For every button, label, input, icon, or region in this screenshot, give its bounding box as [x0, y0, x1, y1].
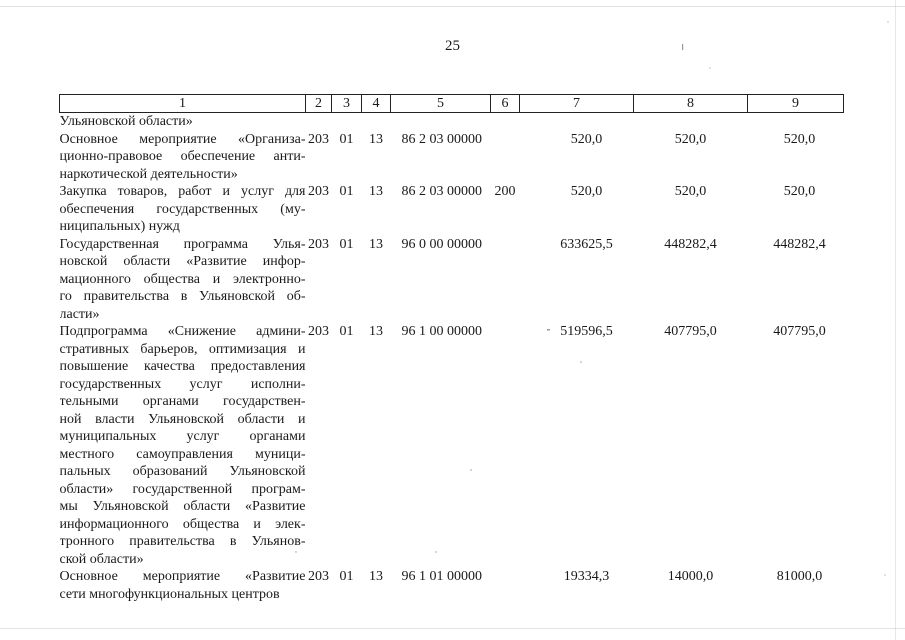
- expense-type-cell: [491, 113, 520, 131]
- row-name-line: мы Ульяновской области «Развитие: [59, 499, 306, 514]
- expense-type-cell: [491, 323, 520, 568]
- amount-col7-cell: [520, 113, 634, 131]
- chapter-code-cell: 203: [308, 236, 329, 252]
- column-header-3: 3: [332, 95, 362, 113]
- row-name-cell: [60, 236, 306, 324]
- chapter-code-cell: [306, 113, 332, 131]
- row-name-line: Подпрограмма «Снижение админи-: [59, 324, 306, 339]
- amount-col8-cell: 448282,4: [664, 236, 717, 252]
- row-name-cell: [60, 568, 306, 603]
- column-header-7: 7: [520, 95, 634, 113]
- row-name-line: новской области «Развитие инфор-: [59, 254, 306, 269]
- expense-type-cell: [491, 568, 520, 603]
- row-name-line: ниципальных) нужд: [59, 219, 180, 234]
- amount-col8-cell: 407795,0: [664, 324, 717, 339]
- expense-type-cell: [491, 131, 520, 184]
- row-name-line: наркотической деятельности»: [59, 166, 238, 182]
- row-name-line: области» государственной програм-: [59, 481, 306, 497]
- row-name-cell: [60, 131, 306, 184]
- amount-col8-cell: 520,0: [674, 131, 707, 147]
- row-name-line: ской области»: [59, 551, 144, 567]
- table-row: [60, 183, 844, 236]
- expense-type-cell: 200: [494, 184, 516, 199]
- amount-col7-cell: 520,0: [570, 184, 603, 199]
- row-name-line: государственных услуг исполни-: [59, 376, 306, 392]
- row-name-line: го правительства в Ульяновской об-: [59, 289, 306, 304]
- row-name-line: обеспечения государственных (му-: [59, 201, 306, 217]
- amount-col8-cell: 520,0: [674, 184, 707, 199]
- target-article-cell: 96 1 01 00000: [401, 569, 482, 584]
- amount-col9-cell: [748, 113, 844, 131]
- section-code-cell: 01: [339, 184, 354, 199]
- table-body: [60, 113, 844, 604]
- section-code-cell: 01: [339, 324, 354, 339]
- column-header-6: 6: [491, 95, 520, 113]
- chapter-code-cell: 203: [308, 324, 329, 339]
- amount-col8-cell: [634, 113, 748, 131]
- amount-col7-cell: 19334,3: [563, 569, 610, 584]
- row-name-line: мационного общества и электронно-: [59, 271, 306, 287]
- amount-col8-cell: 14000,0: [667, 569, 714, 584]
- table-row: [60, 568, 844, 603]
- table-row: [60, 131, 844, 184]
- row-name-line: местного самоуправления муници-: [59, 446, 306, 462]
- target-article-cell: 96 0 00 00000: [401, 236, 482, 252]
- row-name-line: муниципальных услуг органами: [59, 429, 306, 444]
- row-name-line: Основное мероприятие «Организа-: [59, 131, 306, 147]
- column-header-1: 1: [60, 95, 306, 113]
- amount-col7-cell: 520,0: [570, 131, 603, 147]
- row-name-line: тельными органами государствен-: [59, 394, 306, 409]
- row-name-line: Закупка товаров, работ и услуг для: [59, 184, 306, 199]
- target-article-cell: 96 1 00 00000: [401, 324, 482, 339]
- chapter-code-cell: 203: [308, 184, 329, 199]
- amount-col9-cell: 520,0: [783, 131, 816, 147]
- row-name-line: стративных барьеров, оптимизация и: [59, 341, 306, 357]
- page-number: 25: [445, 38, 460, 54]
- row-name-line: Ульяновской области»: [59, 114, 193, 129]
- subsection-code-cell: 13: [369, 324, 383, 339]
- section-code-cell: 01: [339, 236, 354, 252]
- row-name-cell: [60, 183, 306, 236]
- subsection-code-cell: 13: [369, 236, 383, 252]
- row-name-line: ционно-правовое обеспечение анти-: [59, 149, 306, 164]
- subsection-code-cell: 13: [369, 131, 383, 147]
- amount-col9-cell: 407795,0: [773, 324, 826, 339]
- budget-table: [59, 94, 844, 603]
- row-name-line: информационного общества и элек-: [59, 516, 306, 532]
- chapter-code-cell: 203: [308, 131, 329, 147]
- row-name-line: Государственная программа Улья-: [59, 236, 306, 252]
- expense-type-cell: [491, 236, 520, 324]
- row-name-line: пальных образований Ульяновской: [59, 464, 306, 479]
- target-article-cell: 86 2 03 00000: [401, 131, 482, 147]
- subsection-code-cell: 13: [369, 569, 383, 584]
- amount-col9-cell: 520,0: [783, 184, 816, 199]
- row-name-line: сети многофункциональных центров: [59, 586, 280, 602]
- amount-col9-cell: 448282,4: [773, 236, 826, 252]
- row-name-line: Основное мероприятие «Развитие: [59, 569, 306, 584]
- amount-col7-cell: 519596,5: [560, 324, 613, 339]
- row-name-line: ной власти Ульяновской области и: [59, 411, 306, 427]
- table-header-row: [60, 95, 844, 113]
- row-name-line: тронного правительства в Ульянов-: [59, 534, 306, 549]
- section-code-cell: 01: [339, 131, 354, 147]
- column-header-4: 4: [362, 95, 391, 113]
- row-name-cell: [60, 323, 306, 568]
- column-header-9: 9: [748, 95, 844, 113]
- target-article-cell: 86 2 03 00000: [401, 184, 482, 199]
- section-code-cell: [332, 113, 362, 131]
- row-name-line: ласти»: [59, 306, 100, 322]
- subsection-code-cell: 13: [369, 184, 383, 199]
- row-name-line: повышение качества предоставления: [59, 359, 306, 374]
- target-article-cell: [391, 113, 491, 131]
- column-header-8: 8: [634, 95, 748, 113]
- table-row: [60, 323, 844, 568]
- column-header-2: 2: [306, 95, 332, 113]
- row-name-cell: [60, 113, 306, 131]
- column-header-5: 5: [391, 95, 491, 113]
- section-code-cell: 01: [339, 569, 354, 584]
- amount-col7-cell: 633625,5: [560, 236, 613, 252]
- amount-col9-cell: 81000,0: [776, 569, 823, 584]
- table-row: [60, 113, 844, 131]
- subsection-code-cell: [362, 113, 391, 131]
- chapter-code-cell: 203: [308, 569, 329, 584]
- table-row: [60, 236, 844, 324]
